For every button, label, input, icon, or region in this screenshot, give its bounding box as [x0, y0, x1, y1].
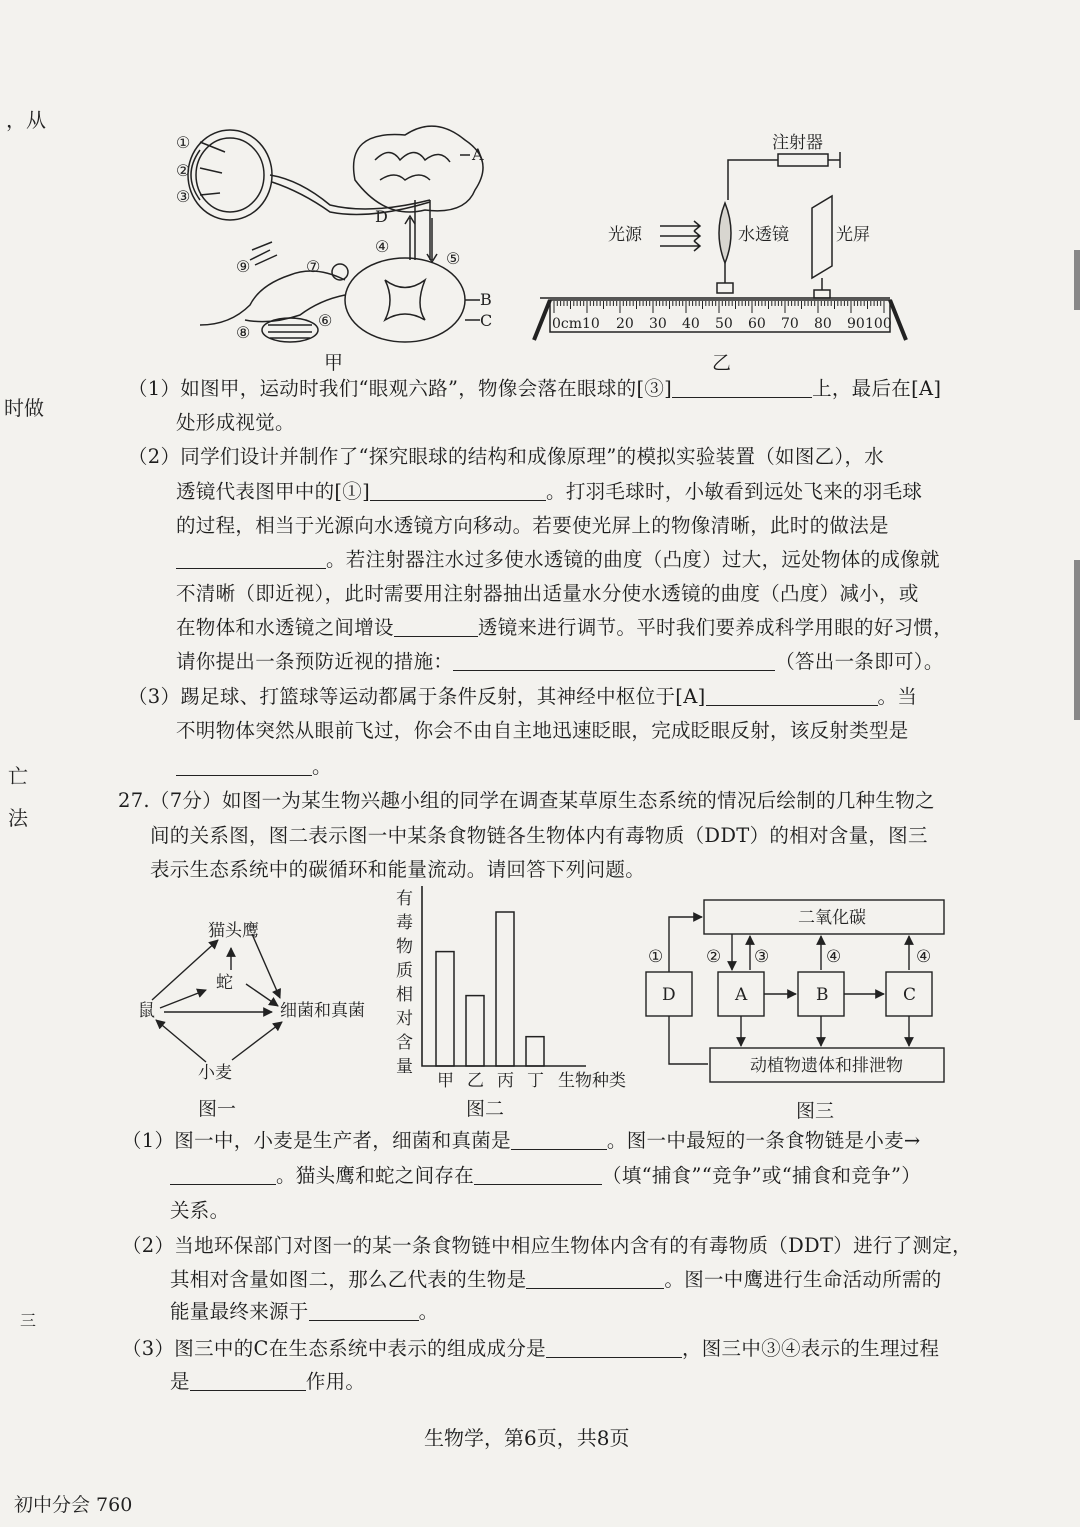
y-axis-label: [396, 889, 413, 1077]
answer-blank[interactable]: [309, 1300, 419, 1321]
label-D: D: [375, 207, 388, 226]
text-span: 在物体和水透镜之间增设: [176, 616, 394, 639]
text-span: 。当: [877, 685, 918, 708]
x-tick-labels: [437, 1071, 544, 1091]
text-span: 。: [312, 755, 332, 778]
text-span: 请你提出一条预防近视的措施：: [176, 650, 454, 673]
node-mouse: 鼠: [138, 1001, 155, 1021]
label-B: B: [480, 290, 492, 309]
right-edge-mark: [1074, 250, 1080, 310]
answer-blank[interactable]: [546, 1337, 682, 1358]
text-span: 。若注射器注水过多使水透镜的曲度（凸度）过大，远处物体的成像就: [326, 548, 940, 571]
figure-2-bar-chart: [390, 880, 650, 1098]
y-label-char: 物: [396, 937, 413, 957]
node-wheat: 小麦: [198, 1063, 232, 1083]
y-label-char: 质: [396, 961, 413, 981]
label-6: ⑥: [318, 311, 333, 330]
right-edge-mark: [1074, 560, 1080, 720]
text-span: （答出一条即可）。: [775, 650, 944, 673]
axes: [422, 886, 586, 1066]
text-span: 是: [170, 1370, 190, 1393]
node-decomposers: 细菌和真菌: [280, 1001, 365, 1021]
q26-p2-line1: （2）同学们设计并制作了“探究眼球的结构和成像原理”的模拟实验装置（如图乙），水: [128, 445, 885, 468]
caption-jia: 甲: [324, 352, 344, 374]
text-span: 上，最后在[A]: [812, 377, 942, 400]
q27-p2-line3: [170, 1297, 438, 1327]
label-2: ②: [176, 161, 191, 180]
tick-label: 70: [781, 316, 799, 332]
answer-blank[interactable]: [526, 1268, 664, 1289]
page-footer: 生物学，第6页，共8页: [424, 1426, 630, 1450]
q26-p1-line1: [128, 374, 941, 404]
tick-label: 100: [865, 316, 892, 332]
tick-label: 80: [814, 316, 832, 332]
y-label-char: 量: [396, 1057, 413, 1077]
q26-p1-line2: [176, 408, 295, 438]
text-span: ，图三中③④表示的生理过程: [681, 1337, 940, 1360]
x-tick-丙: 丙: [497, 1071, 514, 1091]
label-3: ③: [176, 187, 191, 206]
spinal-cord-shape: [345, 258, 465, 342]
label-5: ⑤: [446, 249, 461, 268]
q26-p2-line2: [176, 477, 922, 507]
q26-p2-line6: [176, 613, 953, 643]
answer-blank[interactable]: [370, 480, 546, 501]
text-span: 。打羽毛球时，小敏看到远处飞来的羽毛球: [546, 480, 923, 503]
mark-4: ④: [826, 947, 842, 967]
margin-fragment-a: 亡: [8, 764, 28, 788]
label-A: A: [735, 985, 748, 1005]
figure-3-carbon-cycle: [640, 892, 960, 1098]
label-screen: 光屏: [836, 225, 870, 245]
y-label-char: 含: [396, 1033, 413, 1053]
y-label-char: 毒: [396, 913, 413, 933]
brain-shape: [354, 126, 483, 212]
text-span: 其相对含量如图二，那么乙代表的生物是: [170, 1268, 527, 1291]
answer-blank[interactable]: [176, 755, 312, 776]
text-span: 透镜来进行调节。平时我们要养成科学用眼的好习惯，: [477, 616, 954, 639]
node-snake: 蛇: [216, 973, 233, 993]
label-8: ⑧: [236, 323, 251, 342]
margin-fragment-b: 法: [8, 806, 28, 830]
x-tick-甲: 甲: [437, 1071, 454, 1091]
label-remains: 动植物遗体和排泄物: [750, 1056, 903, 1076]
q26-p2-line5: 不清晰（即近视），此时需要用注射器抽出适量水分使水透镜的曲度（凸度）减小，或: [176, 582, 919, 605]
tick-label: 90: [847, 316, 865, 332]
caption-fig2: 图二: [466, 1098, 505, 1120]
bar-丙: [496, 912, 514, 1066]
answer-blank[interactable]: [511, 1129, 607, 1150]
q26-p3-line1: [128, 682, 917, 712]
q27-intro-line3: 表示生态系统中的碳循环和能量流动。请回答下列问题。: [150, 858, 646, 881]
mark-1: ①: [648, 947, 664, 967]
mark-2: ②: [706, 947, 722, 967]
text-span: （3）踢足球、打篮球等运动都属于条件反射，其神经中枢位于[A]: [128, 685, 706, 708]
text-span: 。: [418, 1300, 439, 1323]
y-label-char: 对: [396, 1009, 413, 1029]
caption-fig3: 图三: [796, 1100, 835, 1122]
text-span: 作用。: [305, 1370, 366, 1393]
margin-fragment-top: ，从: [6, 108, 46, 132]
bars: [436, 912, 544, 1066]
tick-label: 20: [616, 316, 634, 332]
q26-p3-line3: [176, 752, 332, 782]
bar-丁: [526, 1037, 544, 1066]
eyeball-shape: [188, 130, 272, 220]
tick-label: 40: [682, 316, 700, 332]
label-1: ①: [176, 133, 191, 152]
q26-p2-line4: [176, 545, 940, 575]
answer-blank[interactable]: [672, 377, 812, 398]
tick-label: 50: [715, 316, 733, 332]
label-B: B: [816, 985, 829, 1005]
label-syringe: 注射器: [772, 133, 823, 153]
caption-fig1: 图一: [198, 1098, 237, 1120]
label-D: D: [662, 985, 676, 1005]
text-span: 。图一中鹰进行生命活动所需的: [664, 1268, 942, 1291]
q27-p2-line2: [170, 1265, 942, 1295]
q27-p1-line3: 关系。: [170, 1199, 230, 1222]
q27-p3-line1: [122, 1334, 939, 1364]
label-water-lens: 水透镜: [738, 225, 789, 245]
label-C: C: [480, 311, 493, 330]
answer-blank[interactable]: [190, 1370, 306, 1391]
ruler-ticks: [554, 301, 884, 313]
bar-甲: [436, 952, 454, 1066]
text-span: 。猫头鹰和蛇之间存在: [276, 1164, 475, 1187]
margin-fragment-mid: 时做: [4, 396, 44, 420]
x-axis-label: 生物种类: [558, 1071, 626, 1091]
label-7: ⑦: [306, 257, 321, 276]
x-tick-乙: 乙: [467, 1071, 484, 1091]
tick-label: 60: [748, 316, 766, 332]
label-4: ④: [375, 237, 390, 256]
margin-fragment-c: 三: [20, 1311, 37, 1330]
bar-乙: [466, 996, 484, 1066]
label-C: C: [903, 985, 917, 1005]
caption-yi: 乙: [712, 352, 732, 374]
text-span: （填“捕食”“竞争”或“捕食和竞争”）: [602, 1164, 922, 1187]
figure-jia: [160, 120, 500, 370]
x-tick-丁: 丁: [527, 1071, 544, 1091]
label-9: ⑨: [236, 257, 251, 276]
q27-p2-line1: （2）当地环保部门对图一的某一条食物链中相应生物体内含有的有毒物质（DDT）进行了测定，: [122, 1234, 972, 1257]
q27-p1-line2: [170, 1161, 921, 1191]
figure-1-food-web: [130, 912, 380, 1122]
tick-label: 0cm10: [552, 316, 600, 332]
mark-3: ③: [754, 947, 770, 967]
text-span: 。图一中最短的一条食物链是小麦→: [606, 1129, 921, 1152]
answer-blank[interactable]: [176, 548, 326, 569]
q26-p3-line2: 不明物体突然从眼前飞过，你会不由自主地迅速眨眼，完成眨眼反射，该反射类型是: [176, 719, 909, 742]
text-span: 处形成视觉。: [176, 411, 295, 434]
mark-4b: ④: [916, 947, 932, 967]
answer-blank[interactable]: [706, 685, 878, 706]
q26-p2-line3: 的过程，相当于光源向水透镜方向移动。若要使光屏上的物像清晰，此时的做法是: [176, 514, 889, 537]
label-co2: 二氧化碳: [798, 908, 866, 928]
text-span: （1）图一中，小麦是生产者，细菌和真菌是: [122, 1129, 511, 1152]
tick-label: 30: [649, 316, 667, 332]
text-span: （1）如图甲，运动时我们“眼观六路”，物像会落在眼球的[③]: [128, 377, 673, 400]
answer-blank[interactable]: [453, 650, 775, 671]
text-span: （3）图三中的C在生态系统中表示的组成成分是: [122, 1337, 546, 1360]
q27-p1-line1: [122, 1126, 921, 1156]
node-owl: 猫头鹰: [208, 921, 259, 941]
answer-blank[interactable]: [170, 1164, 276, 1185]
label-light-source: 光源: [608, 225, 642, 245]
q27-intro-line1: 27.（7分）如图一为某生物兴趣小组的同学在调查某草原生态系统的情况后绘制的几种生物之: [118, 789, 935, 812]
q27-p3-line2: [170, 1367, 365, 1397]
q27-intro-line2: 间的关系图，图二表示图一中某条食物链各生物体内有毒物质（DDT）的相对含量，图三: [150, 824, 928, 847]
answer-blank[interactable]: [394, 616, 478, 637]
figure-yi: [520, 128, 930, 343]
answer-blank[interactable]: [474, 1164, 602, 1185]
label-A: A: [472, 145, 484, 164]
y-label-char: 相: [396, 985, 413, 1005]
y-label-char: 有: [396, 889, 413, 909]
q26-p2-line7: [176, 647, 944, 677]
watermark: 初中分会 760: [14, 1494, 133, 1516]
text-span: 透镜代表图甲中的[①]: [176, 480, 371, 503]
text-span: 能量最终来源于: [170, 1300, 309, 1323]
